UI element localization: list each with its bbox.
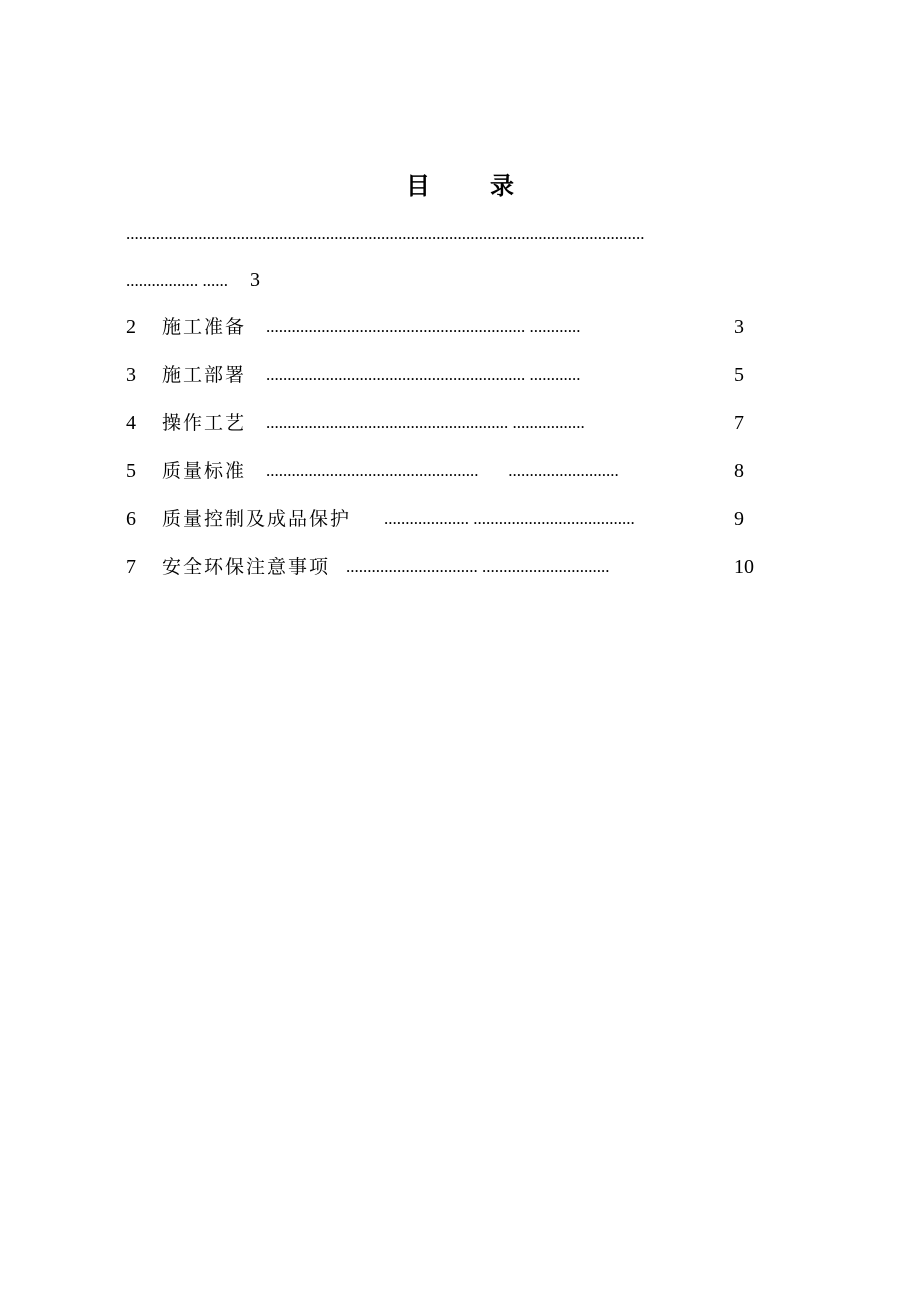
toc-entry-label: 操作工艺 [162,412,247,434]
toc-entry-label: 质量标准 [162,460,247,482]
toc-entry-label: 施工部署 [162,364,247,386]
toc-entry-label: 安全环保注意事项 [162,556,331,578]
toc-entry-page: 9 [734,508,744,530]
toc-entry-label: 质量控制及成品保护 [162,508,352,530]
toc-entry-page: 10 [734,556,754,578]
toc-entry-leader: .................... ...................................... [384,509,635,528]
toc-entry-1-page: 3 [250,269,260,291]
toc-entry-leader: ......................................................... ................. [266,413,585,432]
toc-entry-page: 8 [734,460,744,482]
toc-entry[interactable] [126,504,786,534]
toc-entry-leader: .................................................. .......................... [266,461,619,480]
toc-entry[interactable] [126,360,786,390]
toc-title [0,166,920,201]
toc-entry[interactable] [126,408,786,438]
toc-title-part2: 录 [490,172,514,200]
toc-entry-1-leader: ................. ...... [126,271,228,290]
toc-entry[interactable] [126,552,786,582]
toc-entry-number: 3 [126,364,136,386]
toc-leader-line: .......................................................................................................................... [126,224,645,243]
toc-entry-number: 6 [126,508,136,530]
toc-entry-1-continuation [126,266,260,295]
toc-entry-page: 5 [734,364,744,386]
toc-entry-leader: ............................................................. ............ [266,317,581,336]
toc-title-part1: 目 [406,172,430,200]
toc-entry-leader: ............................... .............................. [346,557,610,576]
toc-entry-number: 5 [126,460,136,482]
toc-entry[interactable] [126,456,786,486]
toc-entry-leader: ............................................................. ............ [266,365,581,384]
toc-entry-page: 7 [734,412,744,434]
toc-entry-page: 3 [734,316,744,338]
toc-entry-number: 2 [126,316,136,338]
toc-entry-number: 4 [126,412,136,434]
toc-entry[interactable] [126,312,786,342]
toc-entry-number: 7 [126,556,136,578]
toc-entry-label: 施工准备 [162,316,247,338]
